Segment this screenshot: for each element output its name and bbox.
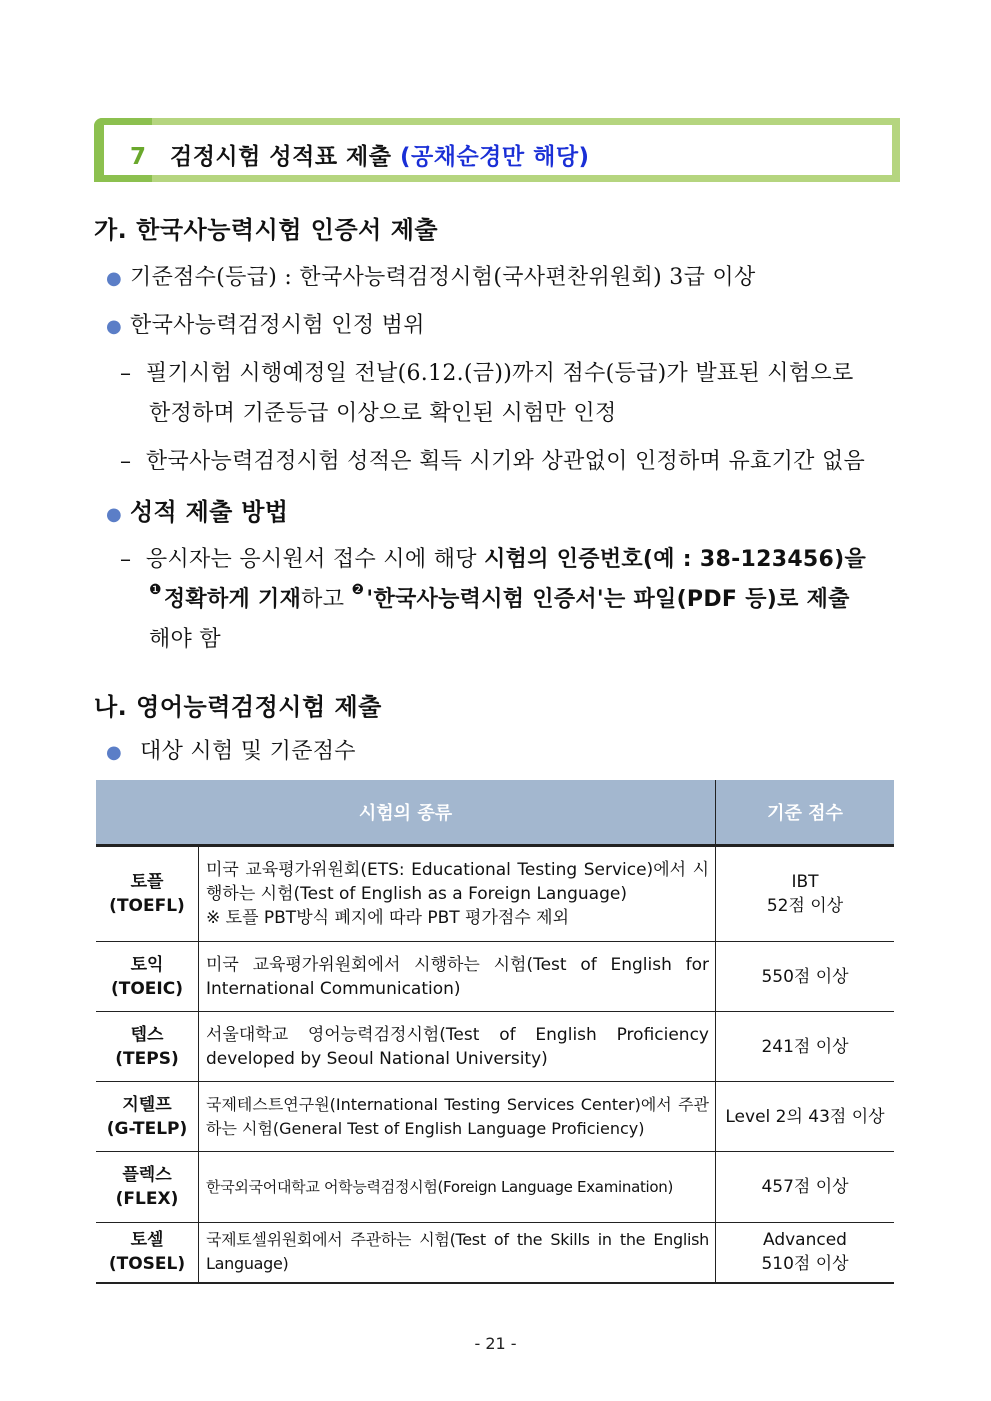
header-standard-score: 기준 점수 — [716, 780, 895, 845]
page-number: - 21 - — [474, 1334, 517, 1353]
exam-score-cell: Level 2의 43점 이상 — [716, 1082, 895, 1152]
bullet-icon: ● — [106, 268, 123, 289]
exam-name-cell: 토플 (TOEFL) — [96, 847, 199, 942]
exam-desc-cell: 서울대학교 영어능력검정시험(Test of English Proficiency developed by Seoul National University) — [199, 1012, 716, 1082]
bullet-icon: ● — [106, 504, 123, 525]
part-b-heading: 나. 영어능력검정시험 제출 — [94, 693, 382, 721]
exam-score-cell: 457점 이상 — [716, 1152, 895, 1223]
exam-desc-cell: 국제테스트연구원(International Testing Services Center)에서 주관하는 시험(General Test of English Language Proficiency) — [199, 1082, 716, 1152]
bullet-icon: ● — [106, 316, 123, 337]
dash-item-validity: – 한국사능력검정시험 성적은 획득 시기와 상관없이 인정하며 유효기간 없음 — [120, 449, 866, 474]
table-row — [96, 1082, 894, 1152]
exam-score-cell: Advanced 510점 이상 — [716, 1223, 895, 1283]
part-a-heading: 가. 한국사능력시험 인증서 제출 — [94, 216, 439, 244]
section-title: 검정시험 성적표 제출 (공채순경만 해당) — [170, 144, 590, 170]
dash-icon: – — [120, 449, 132, 474]
table-row — [96, 1223, 894, 1283]
dash-item-exam-date-cont: 한정하며 기준등급 이상으로 확인된 시험만 인정 — [149, 401, 617, 426]
exam-desc-cell: 국제토셀위원회에서 주관하는 시험(Test of the Skills in the English Language) — [199, 1223, 716, 1283]
exam-name-cell: 플렉스 (FLEX) — [96, 1152, 199, 1223]
dash-icon: – — [120, 547, 132, 572]
bullet-recognition-range: ● 한국사능력검정시험 인정 범위 — [106, 313, 425, 338]
table-row — [96, 1152, 894, 1223]
section-header — [94, 118, 900, 182]
english-exam-table — [96, 780, 894, 1284]
exam-desc-cell: 미국 교육평가위원회(ETS: Educational Testing Service)에서 시행하는 시험(Test of English as a Foreign Language) ※ 토플 PBT방식 폐지에 따라 PBT 평가점수 제외 — [199, 847, 716, 942]
number-1-icon: ❶ — [149, 582, 162, 598]
bullet-icon: ● — [106, 742, 123, 763]
section-header-inner — [104, 125, 892, 175]
table-row — [96, 1012, 894, 1082]
bullet-target-exams: ● 대상 시험 및 기준점수 — [106, 739, 356, 764]
exam-score-cell: 550점 이상 — [716, 942, 895, 1012]
table-header-row — [96, 780, 894, 845]
exam-name-cell: 지텔프 (G-TELP) — [96, 1082, 199, 1152]
exam-desc-cell: 한국외국어대학교 어학능력검정시험(Foreign Language Examination) — [199, 1152, 716, 1223]
exam-name-cell: 토익 (TOEIC) — [96, 942, 199, 1012]
section-title-highlight: (공채순경만 해당) — [400, 144, 590, 170]
dash-item-submission-cont: ❶정확하게 기재하고 ❷'한국사능력시험 인증서'는 파일(PDF 등)로 제출 — [149, 582, 850, 612]
dash-item-submission: – 응시자는 응시원서 접수 시에 해당 시험의 인증번호(예 : 38-123456)을 — [120, 547, 867, 572]
section-number: 7 — [130, 144, 147, 170]
exam-name-cell: 토셀 (TOSEL) — [96, 1223, 199, 1283]
bullet-submission-method: ● 성적 제출 방법 — [106, 498, 289, 526]
exam-score-cell: 241점 이상 — [716, 1012, 895, 1082]
exam-name-cell: 텝스 (TEPS) — [96, 1012, 199, 1082]
header-exam-type: 시험의 종류 — [96, 780, 716, 845]
bullet-standard-score: ● 기준점수(등급) : 한국사능력검정시험(국사편찬위원회) 3급 이상 — [106, 265, 756, 290]
table-row — [96, 847, 894, 942]
exam-desc-cell: 미국 교육평가위원회에서 시행하는 시험(Test of English for International Communication) — [199, 942, 716, 1012]
number-2-icon: ❷ — [351, 582, 365, 598]
exam-score-cell: IBT 52점 이상 — [716, 847, 895, 942]
dash-item-submission-end: 해야 함 — [149, 627, 221, 652]
dash-icon: – — [120, 361, 132, 386]
dash-item-exam-date: – 필기시험 시행예정일 전날(6.12.(금))까지 점수(등급)가 발표된 시험으로 — [120, 361, 854, 386]
table-row — [96, 942, 894, 1012]
